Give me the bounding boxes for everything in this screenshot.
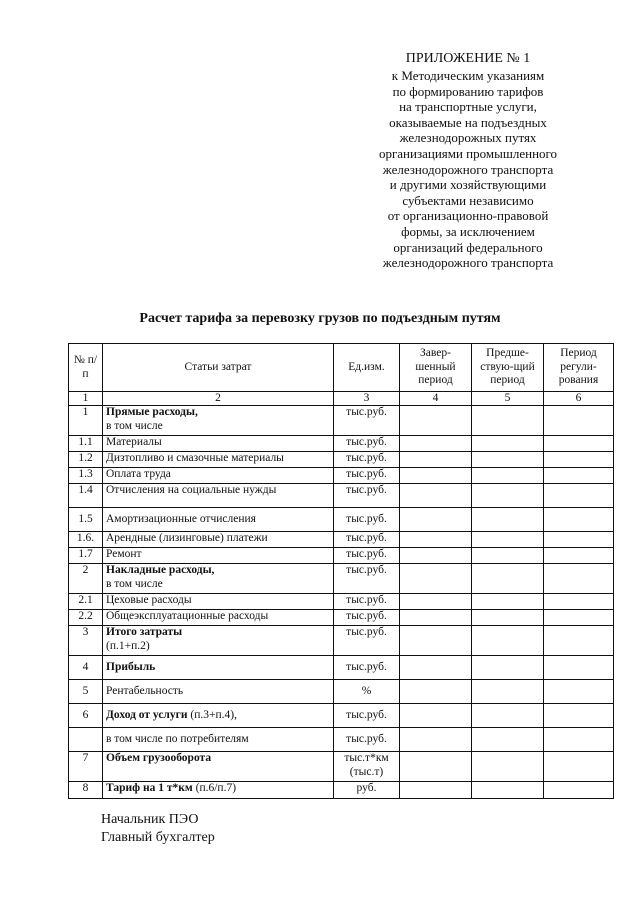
- appendix-line: субъектами независимо: [402, 192, 534, 208]
- row-unit: тыс.руб.: [334, 656, 400, 680]
- cell-completed: [400, 532, 472, 548]
- cell-regulated: [544, 452, 614, 468]
- appendix-line: железнодорожного транспорта: [382, 255, 554, 271]
- col-number: 6: [544, 392, 614, 406]
- row-item-sub: в том числе: [106, 419, 163, 432]
- cell-previous: [472, 680, 544, 704]
- row-unit: тыс.руб.: [334, 548, 400, 564]
- row-num: 1.3: [69, 468, 103, 484]
- row-item-name: Итого затраты: [106, 626, 183, 638]
- table-row: [69, 656, 614, 680]
- row-unit: [334, 752, 400, 782]
- appendix-line: организаций федерального: [393, 239, 543, 255]
- cell-completed: [400, 406, 472, 436]
- signature-head-peo: Начальник ПЭО: [101, 812, 199, 827]
- cell-completed: [400, 452, 472, 468]
- table-row: [69, 680, 614, 704]
- tariff-table: [68, 343, 614, 799]
- appendix-line: к Методическим указаниям: [391, 68, 545, 83]
- cell-previous: [472, 704, 544, 728]
- cell-completed: [400, 626, 472, 656]
- appendix-line: на транспортные услуги,: [399, 99, 537, 115]
- table-row: [69, 594, 614, 610]
- cell-regulated: [544, 594, 614, 610]
- table-row: [69, 752, 614, 782]
- row-unit-alt: (тыс.т): [349, 765, 384, 778]
- table-row: [69, 532, 614, 548]
- row-unit: тыс.руб.: [334, 436, 400, 452]
- cell-previous: [472, 508, 544, 532]
- row-item: [103, 406, 334, 436]
- cell-regulated: [544, 436, 614, 452]
- appendix-heading: ПРИЛОЖЕНИЕ № 1: [405, 51, 531, 66]
- cell-previous: [472, 656, 544, 680]
- table-row: [69, 728, 614, 752]
- row-num: 5: [69, 680, 103, 704]
- row-num: 8: [69, 782, 103, 799]
- appendix-line: по формированию тарифов: [392, 83, 544, 99]
- row-item-name: Прибыль: [103, 656, 334, 680]
- row-num: 1: [69, 406, 103, 436]
- row-num: 3: [69, 626, 103, 656]
- cell-previous: [472, 594, 544, 610]
- row-item-name: Арендные (лизинговые) платежи: [103, 532, 334, 548]
- row-item: [103, 782, 334, 799]
- row-item-name: Материалы: [103, 436, 334, 452]
- table-header-row: [69, 344, 614, 392]
- row-item-name: Рентабельность: [103, 680, 334, 704]
- cell-regulated: [544, 728, 614, 752]
- appendix-line: железнодорожных путях: [399, 130, 537, 146]
- row-item-name: Отчисления на социальные нужды: [103, 484, 334, 508]
- cell-completed: [400, 548, 472, 564]
- cell-regulated: [544, 508, 614, 532]
- appendix-line: от организационно-правовой: [387, 208, 549, 224]
- row-item-name: Прямые расходы,: [106, 406, 198, 418]
- row-item-name: в том числе по потребителям: [103, 728, 334, 752]
- header-previous: Предше-ствую-щий период: [472, 344, 544, 392]
- row-unit: тыс.руб.: [334, 468, 400, 484]
- row-unit: тыс.руб.: [334, 610, 400, 626]
- header-regulated: Период регули-рования: [544, 344, 614, 392]
- row-item-name: Дизтопливо и смазочные материалы: [103, 452, 334, 468]
- cell-previous: [472, 436, 544, 452]
- cell-regulated: [544, 782, 614, 799]
- row-num: 1.7: [69, 548, 103, 564]
- row-item-name: Амортизационные отчисления: [103, 508, 334, 532]
- cell-completed: [400, 704, 472, 728]
- row-num: 6: [69, 704, 103, 728]
- row-num: 1.5: [69, 508, 103, 532]
- cell-previous: [472, 406, 544, 436]
- cell-completed: [400, 752, 472, 782]
- cell-previous: [472, 548, 544, 564]
- row-item-name: Накладные расходы,: [106, 564, 215, 576]
- row-num: 2.2: [69, 610, 103, 626]
- cell-previous: [472, 752, 544, 782]
- cell-regulated: [544, 532, 614, 548]
- header-num: № п/п: [69, 344, 103, 392]
- row-num: 4: [69, 656, 103, 680]
- row-unit: тыс.руб.: [334, 626, 400, 656]
- cell-regulated: [544, 656, 614, 680]
- cell-regulated: [544, 548, 614, 564]
- cell-completed: [400, 728, 472, 752]
- cell-regulated: [544, 626, 614, 656]
- table-row: [69, 484, 614, 508]
- cell-completed: [400, 564, 472, 594]
- header-completed: Завер-шенный период: [400, 344, 472, 392]
- table-row: [69, 704, 614, 728]
- col-number: 4: [400, 392, 472, 406]
- row-num: 2: [69, 564, 103, 594]
- row-unit: %: [334, 680, 400, 704]
- column-number-row: [69, 392, 614, 406]
- row-unit: тыс.руб.: [334, 508, 400, 532]
- row-num: 1.1: [69, 436, 103, 452]
- table-row: [69, 406, 614, 436]
- col-number: 2: [103, 392, 334, 406]
- row-unit: тыс.руб.: [334, 452, 400, 468]
- cell-regulated: [544, 680, 614, 704]
- col-number: 3: [334, 392, 400, 406]
- row-num: 1.4: [69, 484, 103, 508]
- cell-previous: [472, 532, 544, 548]
- cell-completed: [400, 782, 472, 799]
- cell-previous: [472, 484, 544, 508]
- document-title: Расчет тарифа за перевозку грузов по подъездным путям: [139, 311, 501, 326]
- cell-previous: [472, 468, 544, 484]
- cell-regulated: [544, 752, 614, 782]
- table-row: [69, 548, 614, 564]
- table-row: [69, 782, 614, 799]
- appendix-line: и другими хозяйствующими: [389, 177, 547, 193]
- table-row: [69, 468, 614, 484]
- col-number: 5: [472, 392, 544, 406]
- row-unit: тыс.руб.: [334, 564, 400, 594]
- cell-completed: [400, 484, 472, 508]
- row-item-sub: в том числе: [106, 577, 163, 590]
- row-unit: тыс.руб.: [334, 532, 400, 548]
- row-item-name: Тариф на 1 т*км: [106, 782, 193, 794]
- appendix-line: оказываемые на подъездных: [389, 114, 547, 130]
- appendix-line: формы, за исключением: [401, 223, 535, 239]
- row-item-name: Объем грузооборота: [103, 752, 334, 782]
- row-num: [69, 728, 103, 752]
- row-item: [103, 564, 334, 594]
- cell-regulated: [544, 610, 614, 626]
- cell-completed: [400, 594, 472, 610]
- col-number: 1: [69, 392, 103, 406]
- row-unit: тыс.руб.: [334, 406, 400, 436]
- appendix-line: организациями промышленного: [378, 145, 558, 161]
- cell-previous: [472, 782, 544, 799]
- cell-previous: [472, 452, 544, 468]
- cell-regulated: [544, 468, 614, 484]
- row-item-suffix: (п.3+п.4),: [187, 708, 237, 721]
- cell-completed: [400, 610, 472, 626]
- cell-regulated: [544, 564, 614, 594]
- cell-previous: [472, 728, 544, 752]
- row-item-name: Оплата труда: [103, 468, 334, 484]
- table-row: [69, 564, 614, 594]
- appendix-line: железнодорожного транспорта: [382, 161, 554, 177]
- table-row: [69, 610, 614, 626]
- row-item-name: Цеховые расходы: [103, 594, 334, 610]
- row-item: [103, 626, 334, 656]
- row-item-suffix: (п.6/п.7): [192, 782, 237, 794]
- row-item: [103, 704, 334, 728]
- row-item-name: Ремонт: [103, 548, 334, 564]
- row-unit: тыс.руб.: [334, 484, 400, 508]
- cell-completed: [400, 508, 472, 532]
- row-unit: руб.: [334, 782, 400, 799]
- cell-completed: [400, 656, 472, 680]
- row-num: 2.1: [69, 594, 103, 610]
- row-item-name: Общеэксплуатационные расходы: [103, 610, 334, 626]
- row-item-name: Доход от услуги: [106, 708, 188, 721]
- row-unit: тыс.руб.: [334, 728, 400, 752]
- signature-chief-accountant: Главный бухгалтер: [101, 830, 215, 845]
- cell-previous: [472, 626, 544, 656]
- appendix-block: [352, 50, 584, 271]
- cell-completed: [400, 436, 472, 452]
- row-num: 1.2: [69, 452, 103, 468]
- table-row: [69, 436, 614, 452]
- row-unit-main: тыс.т*км: [344, 752, 389, 764]
- cell-previous: [472, 564, 544, 594]
- header-item: Статьи затрат: [103, 344, 334, 392]
- cell-completed: [400, 468, 472, 484]
- cell-regulated: [544, 406, 614, 436]
- row-num: 7: [69, 752, 103, 782]
- row-num: 1.6.: [69, 532, 103, 548]
- header-unit: Ед.изм.: [334, 344, 400, 392]
- cell-regulated: [544, 704, 614, 728]
- cell-regulated: [544, 484, 614, 508]
- row-unit: тыс.руб.: [334, 594, 400, 610]
- cell-completed: [400, 680, 472, 704]
- table-row: [69, 626, 614, 656]
- row-item-sub: (п.1+п.2): [106, 639, 150, 652]
- table-row: [69, 508, 614, 532]
- table-row: [69, 452, 614, 468]
- row-unit: тыс.руб.: [334, 704, 400, 728]
- cell-previous: [472, 610, 544, 626]
